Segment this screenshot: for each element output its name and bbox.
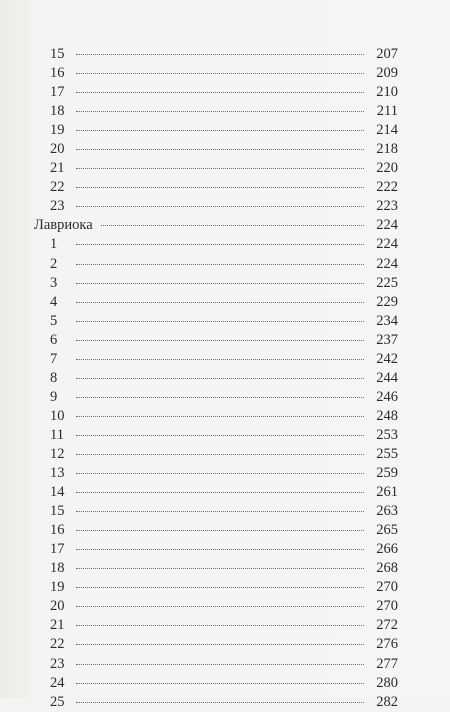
toc-entry-row (34, 635, 398, 654)
toc-entries-top (34, 45, 398, 216)
entry-number: 22 (50, 636, 65, 653)
dot-leader (76, 605, 364, 607)
dot-leader (76, 548, 364, 550)
entry-number: 23 (50, 198, 65, 215)
toc-entry-row (34, 674, 398, 693)
toc-entry-row (34, 616, 398, 635)
entry-page-number: 224 (376, 255, 398, 272)
entry-number: 22 (50, 179, 65, 196)
entry-page-number: 214 (376, 122, 398, 139)
entry-page-number: 259 (376, 465, 398, 482)
toc-entry-row (34, 597, 398, 616)
dot-leader (76, 72, 364, 74)
dot-leader (76, 567, 364, 569)
entry-number: 12 (50, 445, 65, 462)
dot-leader (76, 510, 364, 512)
entry-number: 18 (50, 560, 65, 577)
dot-leader (76, 586, 364, 588)
toc-entry-row (34, 197, 398, 216)
dot-leader (76, 491, 364, 493)
dot-leader (76, 148, 364, 150)
entry-page-number: 234 (376, 312, 398, 329)
entry-number: 20 (50, 598, 65, 615)
dot-leader (76, 358, 364, 360)
entry-number: 2 (50, 255, 58, 272)
entry-number: 16 (50, 65, 65, 82)
entry-page-number: 268 (376, 560, 398, 577)
toc-entry-row (34, 83, 398, 102)
dot-leader (76, 643, 364, 645)
toc-entry-row (34, 693, 398, 712)
entry-number: 9 (50, 388, 58, 405)
entry-number: 16 (50, 522, 65, 539)
entry-page-number: 225 (376, 274, 398, 291)
toc-entry-row (34, 45, 398, 64)
toc-entry-row (34, 159, 398, 178)
entry-page-number: 276 (376, 636, 398, 653)
toc-entry-row (34, 121, 398, 140)
toc-entry-row (34, 331, 398, 350)
toc-entry-row (34, 235, 398, 254)
entry-number: 17 (50, 84, 65, 101)
entry-page-number: 265 (376, 522, 398, 539)
toc-entry-row (34, 102, 398, 121)
entry-number: 21 (50, 160, 65, 177)
entry-number: 7 (50, 350, 58, 367)
toc-entry-row (34, 388, 398, 407)
dot-leader (76, 243, 364, 245)
dot-leader (76, 282, 364, 284)
entry-page-number: 261 (376, 484, 398, 501)
entry-number: 5 (50, 312, 58, 329)
entry-number: 3 (50, 274, 58, 291)
toc-entry-row (34, 350, 398, 369)
dot-leader (76, 320, 364, 322)
dot-leader (76, 263, 364, 265)
entry-page-number: 255 (376, 445, 398, 462)
toc-entry-row (34, 445, 398, 464)
entry-number: 8 (50, 369, 58, 386)
toc-entry-row (34, 369, 398, 388)
entry-page-number: 223 (376, 198, 398, 215)
toc-entry-row (34, 483, 398, 502)
entry-number: 18 (50, 103, 65, 120)
entry-number: 15 (50, 46, 65, 62)
entry-number: 14 (50, 484, 65, 501)
entry-page-number: 218 (376, 141, 398, 158)
entry-number: 1 (50, 236, 58, 253)
entry-page-number: 263 (376, 503, 398, 520)
entry-page-number: 270 (376, 598, 398, 615)
dot-leader (76, 377, 364, 379)
dot-leader (76, 434, 364, 436)
toc-entry-row (34, 521, 398, 540)
toc-entry-row (34, 293, 398, 312)
dot-leader (76, 415, 364, 417)
entry-page-number: 272 (376, 617, 398, 634)
dot-leader (76, 167, 364, 169)
dot-leader (76, 91, 364, 93)
entry-number: 19 (50, 122, 65, 139)
dot-leader (101, 224, 364, 226)
entry-number: 11 (50, 426, 64, 443)
entry-page-number: 242 (376, 350, 398, 367)
entry-page-number: 277 (376, 655, 398, 672)
toc-entry-row (34, 464, 398, 483)
dot-leader (76, 453, 364, 455)
entry-number: 17 (50, 541, 65, 558)
entry-number: 23 (50, 655, 65, 672)
dot-leader (76, 53, 364, 55)
toc-entries-bottom (34, 235, 398, 711)
entry-number: 19 (50, 579, 65, 596)
dot-leader (76, 663, 364, 665)
toc-entry-row (34, 140, 398, 159)
entry-number: 24 (50, 674, 65, 691)
entry-number: 6 (50, 331, 58, 348)
section-title: Лавриока (34, 217, 93, 234)
entry-page-number: 246 (376, 388, 398, 405)
entry-page-number: 209 (376, 65, 398, 82)
entry-page-number: 220 (376, 160, 398, 177)
dot-leader (76, 529, 364, 531)
entry-page-number: 237 (376, 331, 398, 348)
entry-number: 4 (50, 293, 58, 310)
entry-page-number: 282 (376, 693, 398, 710)
toc-entry-row (34, 502, 398, 521)
entry-page-number: 248 (376, 407, 398, 424)
entry-number: 15 (50, 503, 65, 520)
entry-page-number: 266 (376, 541, 398, 558)
toc-entry-row (34, 540, 398, 559)
section-page-number: 224 (376, 217, 398, 234)
entry-page-number: 253 (376, 426, 398, 443)
dot-leader (76, 186, 364, 188)
dot-leader (76, 682, 364, 684)
entry-page-number: 207 (376, 46, 398, 62)
dot-leader (76, 396, 364, 398)
entry-number: 21 (50, 617, 65, 634)
entry-number: 25 (50, 693, 65, 710)
dot-leader (76, 624, 364, 626)
entry-page-number: 210 (376, 84, 398, 101)
entry-page-number: 280 (376, 674, 398, 691)
toc-entry-row (34, 274, 398, 293)
toc-entry-row (34, 64, 398, 83)
entry-page-number: 244 (376, 369, 398, 386)
entry-page-number: 270 (376, 579, 398, 596)
entry-number: 13 (50, 465, 65, 482)
toc-entry-row (34, 407, 398, 426)
dot-leader (76, 339, 364, 341)
toc-entry-row (34, 559, 398, 578)
toc-entry-row (34, 655, 398, 674)
entry-page-number: 222 (376, 179, 398, 196)
entry-page-number: 211 (376, 103, 398, 120)
dot-leader (76, 205, 364, 207)
entry-page-number: 229 (376, 293, 398, 310)
dot-leader (76, 472, 364, 474)
dot-leader (76, 110, 364, 112)
entry-number: 20 (50, 141, 65, 158)
toc-entry-row (34, 312, 398, 331)
toc-entry-row (34, 178, 398, 197)
toc-section-row (34, 216, 398, 235)
toc-entry-row (34, 255, 398, 274)
dot-leader (76, 701, 364, 703)
entry-page-number: 224 (376, 236, 398, 253)
toc-entry-row (34, 578, 398, 597)
toc-entry-row (34, 426, 398, 445)
dot-leader (76, 129, 364, 131)
dot-leader (76, 301, 364, 303)
table-of-contents (34, 45, 398, 712)
entry-number: 10 (50, 407, 65, 424)
